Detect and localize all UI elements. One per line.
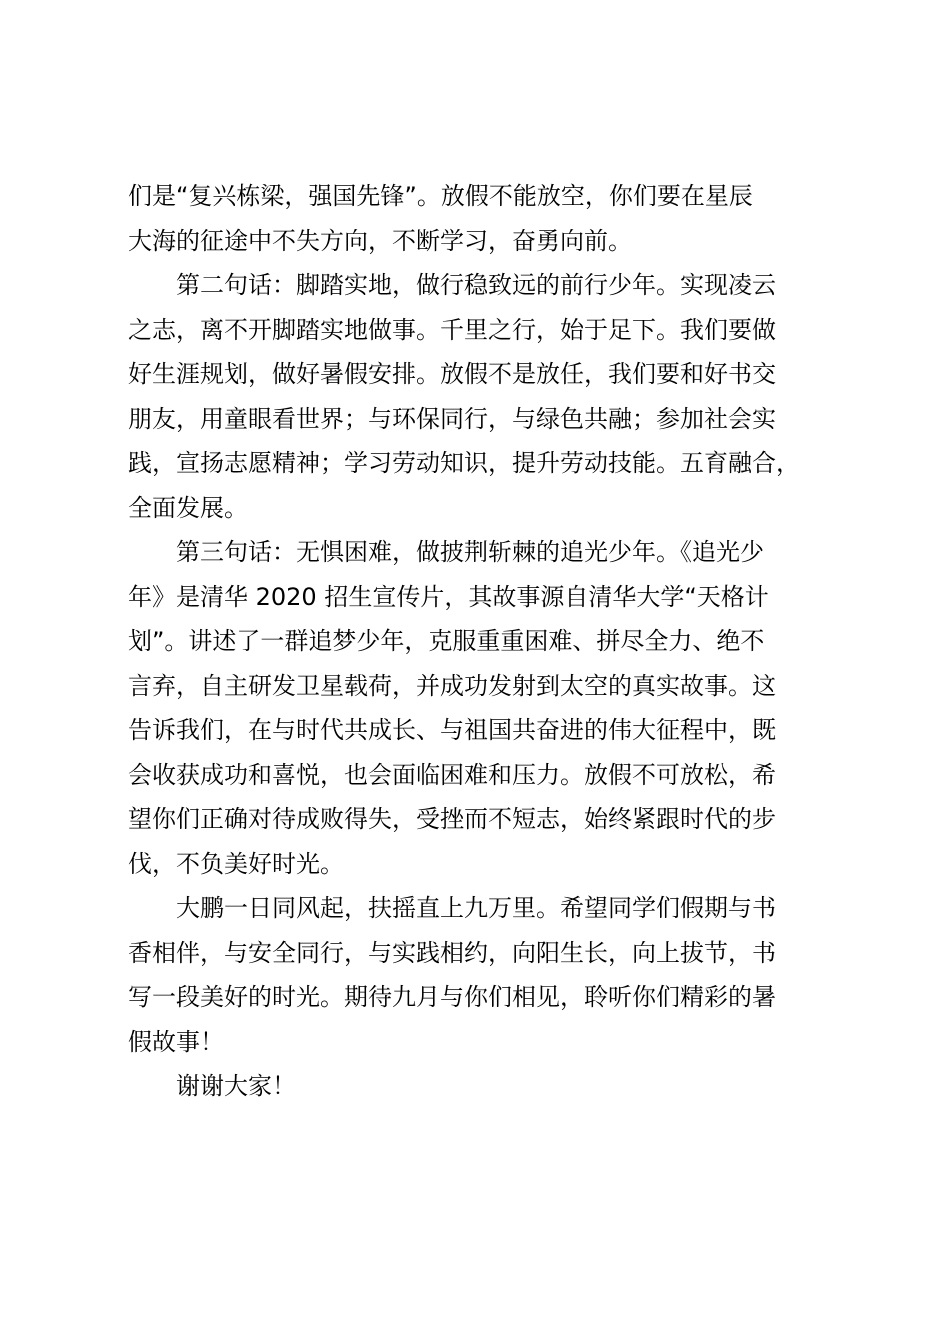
text-line: 会收获成功和喜悦，也会面临困难和压力。放假不可放松，希 xyxy=(128,760,776,789)
text-line: 之志，离不开脚踏实地做事。千里之行，始于足下。我们要做 xyxy=(128,315,776,344)
text-line: 写一段美好的时光。期待九月与你们相见，聆听你们精彩的暑 xyxy=(128,983,776,1011)
paragraph-start-line: 第二句话：脚踏实地，做行稳致远的前行少年。实现凌云 xyxy=(176,271,776,299)
text-line: 告诉我们，在与时代共成长、与祖国共奋进的伟大征程中，既 xyxy=(128,716,776,744)
speech-text xyxy=(128,174,848,1109)
text-line: 们是“复兴栋梁，强国先锋”。放假不能放空，你们要在星辰 xyxy=(128,182,753,210)
text-line: 香相伴，与安全同行，与实践相约，向阳生长，向上拔节，书 xyxy=(128,938,776,967)
paragraph-start-line: 第三句话：无惧困难，做披荆斩棘的追光少年。《追光少 xyxy=(176,538,764,566)
text-line: 好生涯规划，做好暑假安排。放假不是放任，我们要和好书交 xyxy=(128,360,776,388)
text-line: 年》是清华 2020 招生宣传片，其故事源自清华大学“天格计 xyxy=(128,582,769,611)
text-line: 望你们正确对待成败得失，受挫而不短志，始终紧跟时代的步 xyxy=(128,805,776,833)
text-line: 划”。讲述了一群追梦少年，克服重重困难、拼尽全力、绝不 xyxy=(128,627,765,655)
text-line: 全面发展。 xyxy=(128,493,248,522)
text-line: 大海的征途中不失方向，不断学习，奋勇向前。 xyxy=(128,226,632,255)
text-line: 践，宣扬志愿精神；学习劳动知识，提升劳动技能。五育融合， xyxy=(128,449,800,477)
text-line: 伐，不负美好时光。 xyxy=(128,849,344,878)
text-line: 假故事！ xyxy=(128,1027,224,1056)
text-line: 言弃，自主研发卫星载荷，并成功发射到太空的真实故事。这 xyxy=(128,671,776,700)
paragraph-start-line: 大鹏一日同风起，扶摇直上九万里。希望同学们假期与书 xyxy=(176,894,776,922)
text-line: 朋友，用童眼看世界；与环保同行，与绿色共融；参加社会实 xyxy=(128,404,776,433)
closing-line: 谢谢大家！ xyxy=(176,1072,296,1100)
